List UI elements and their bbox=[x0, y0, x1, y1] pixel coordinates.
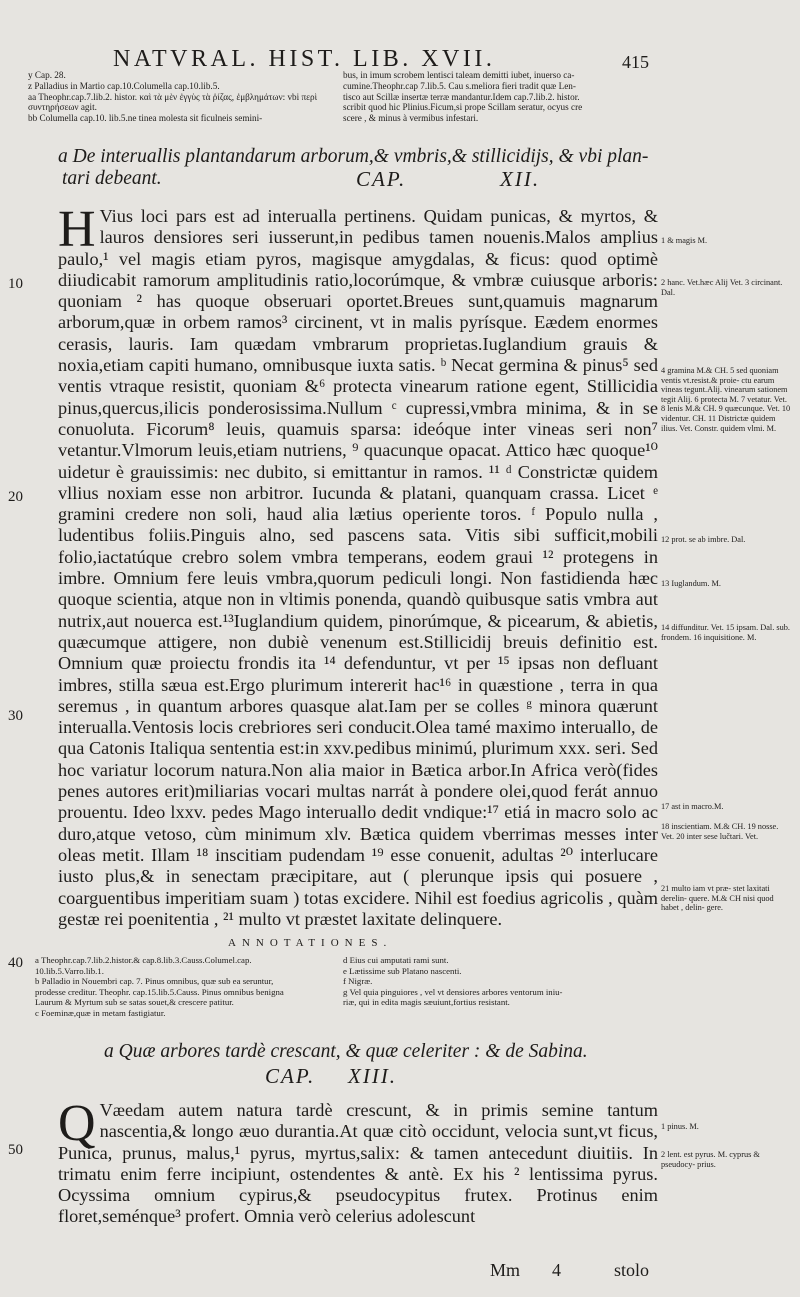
annotation-line: g Vel quia pinguiores , vel vt densiores arbores ventorum iniu- bbox=[343, 986, 563, 997]
chapter-label: CAP. bbox=[356, 167, 407, 191]
note-line: bb Columella cap.10. lib.5.ne tinea molesta sit ficulneis semini- bbox=[28, 113, 263, 124]
chapter-number: XIII. bbox=[348, 1064, 398, 1088]
note-line: scere , & minus à vermibus infestari. bbox=[343, 113, 479, 124]
margin-note: 4 gramina M.& CH. 5 sed quoniam ventis vt.resist.& proie- ctu earum vineas tegunt.Alij. vinearum sationem tegit Alij. 6 protecta M. 7 vetatur. Vet. 8 lenis M.& CH. 9 quæcunque. Vet. 10 videntur. CH. 11 Districtæ quidem ilius. Vet. Constr. quidem vlmi. M. bbox=[661, 366, 791, 433]
annotation-line: a Theophr.cap.7.lib.2.histor.& cap.8.lib.3.Causs.Columel.cap. bbox=[35, 955, 252, 965]
annotation-line: f Nigræ. bbox=[343, 976, 373, 987]
margin-note: 2 lent. est pyrus. M. cyprus & pseudocy- prius. bbox=[661, 1150, 760, 1169]
line-number: 10 bbox=[8, 276, 23, 292]
top-notes-left bbox=[28, 70, 332, 124]
paragraph: Vius loci pars est ad interualla pertinens. Quidam punicas, & myrtos, & lauros densiores seri iusserunt,in pedibus tamen nouenis.Malos amplius paulo,¹ vel magis etiam pyros, magisque amygdalas, & ficus: quod optimè diiudicabit ramorum amplitudinis ratio,locorúmque, & vmbræ cuiusque arboris: quoniam ² has quoque obseruari oportet.Breues sunt,quamuis magnarum arborum,quæ in orbem ramos³ circinent, vt in malis pyrísque. Eædem enormes cerasis, lauris. Iam quædam vmbrarum proprietas.Iuglandium grauis & noxia,etiam capiti humano, omnibusque iuxta satis. ᵇ Necat germina & pinus⁵ sed ventis vtraque resistit, quoniam &⁶ protecta vinearum ratione egent, Stillicidia pinus,quercus,ilicis ponderosissima.Nullum ᶜ cupressi,vmbra minima, & in se conuoluta. Ficorum⁸ leuis, quamuis sparsa: ideóque inter vineas seri non⁷ vetantur.Vlmorum leuis,etiam nutriens, ⁹ quacunque opacat. Attico hæc quoque¹⁰ uidetur è grauissimis: nec dubito, si emittantur in ramos. ¹¹ ᵈ Constrictæ quidem vllius noxiam esse non arbitror. Iucunda & platani, quanquam crassa. Licet ᵉ gramini credere non soli, haud alia lætius operiente toros. ᶠ Populo nulla , ludentibus foliis.Pinguis alno, sed pascens sata. Vitis sibi sufficit,mobili folio,iactatúque crebro solem vmbra temperans, eodem graui ¹² protegens in imbre. Omnium fere leuis vmbra,quorum pediculi longi. Non fastidienda hæc quoque scientia, atque non in vltimis ponenda, quandò quibusque satis vmbra aut nutrix,aut nouerca est.¹³Iuglandium quidem, pinorúmque, & picearum, & abietis, quæcumque attigere, non dubiè venenum est.Stillicidij breuis definitio est. Omnium quæ proiectu frondis ita ¹⁴ defenduntur, vt per ¹⁵ ipsas non defluant imbres, stilla sæua est.Ergo plurimum intererit hac¹⁶ in quæstione , terra in qua seremus , in quantum arbores quasque alat.Iam per se colles ᵍ minora quærunt interualla.Ventosis locis crebriores seri conducit.Olea tamé maximo interuallo, de qua Catonis Italiqua sententia est:in xxv.pedibus minimú, plurimum xxx. seri. Sed hoc variatur locorum natura.Non alia maior in Bætica arbor.In Africa verò(fides penes autores erit)miliarias vocari multas narrát à pondere olei,quod ferát annuo prouentu. Ideo lxxv. pedes Mago interuallo dedit vndique:¹⁷ etiá in macro solo ac duro,atque vetoso, cùm minimum xlv. Bætica quidem vberrimas messes inter oleas metit. Illam ¹⁸ inscitiam pudendam ¹⁹ esse conuenit, adultas ²⁰ interlucare iusto plus,& in senectam præcipitare, aut ( plerunque ipsis qui posuere , coarguentibus imperitiam suam ) totas excidere. Nihil est foedius agricolis , quàm gestæ rei poenitentia , ²¹ multo vt præstet laxitate delinquere. bbox=[58, 206, 658, 929]
annotation-line: 10.lib.5.Varro.lib.1. bbox=[35, 965, 104, 976]
margin-note: 12 prot. se ab imbre. Dal. bbox=[661, 535, 746, 544]
margin-note: 21 multo iam vt præ- stet laxitati derelin- quere. M.& CH nisi quod habet , delin- gere. bbox=[661, 884, 774, 913]
catchword: stolo bbox=[614, 1260, 650, 1280]
annotation-line: b Palladio in Nouembri cap. 7. Pinus omnibus, quæ sub ea seruntur, bbox=[35, 976, 274, 987]
annotation-line: c Foeminæ,quæ in metam fastigiatur. bbox=[35, 1007, 166, 1018]
annotation-line: riæ, qui in edita magis sæuiunt,fortius resistant. bbox=[343, 997, 510, 1008]
note-line: z Palladius in Martio cap.10.Columella cap.10.lib.5. bbox=[28, 80, 220, 91]
line-number: 40 bbox=[8, 955, 23, 971]
margin-note: 17 ast in macro.M. bbox=[661, 802, 724, 811]
margin-note: 13 Iuglandum. M. bbox=[661, 579, 721, 588]
chapter-heading: a Quæ arbores tardè crescant, & quæ celeriter : & de Sabina. bbox=[104, 1041, 588, 1062]
annotations-title: ANNOTATIONES. bbox=[228, 937, 393, 949]
chapter-text bbox=[58, 1095, 658, 1228]
margin-note: 1 & magis M. bbox=[661, 236, 708, 245]
margin-note: 1 pinus. M. bbox=[661, 1122, 699, 1131]
chapter-number: XII. bbox=[500, 167, 541, 191]
drop-cap: H bbox=[58, 201, 96, 258]
note-line: tisco aut Scillæ insertæ terræ mandantur.Idem cap.7.lib.2. histor. bbox=[343, 91, 580, 102]
heading-line: tari debeant. bbox=[62, 168, 162, 189]
line-number: 20 bbox=[8, 489, 23, 505]
paragraph: Væedam autem natura tardè crescunt, & in primis semine tantum nascentia,& longo æuo durantia.At quæ citò occidunt, velocia sunt,vt ficus, Punica, prunus, malus,¹ pyrus, myrtus,salix: & tamen antecedunt diuitiis. In trimatu enim ferre incipiunt, ostendentes & antè. Ex his ² lentissima pyrus. Ocyssima omnium cypirus,& pseudocypitus frutex. Protinus enim floret,seménque³ profert. Omnia verò celerius adolescunt bbox=[58, 1100, 658, 1227]
note-line: scribit quod hic Plinius.Ficum,si prope Scillam seratur, ocyus cre bbox=[343, 102, 583, 113]
margin-note: 2 hanc. Vet.hæc Alij Vet. 3 circinant. Dal. bbox=[661, 278, 783, 297]
page-number: 415 bbox=[622, 52, 649, 72]
annotations-right bbox=[343, 955, 643, 1008]
note-line: y Cap. 28. bbox=[28, 70, 66, 80]
signature-mark: Mm bbox=[490, 1260, 521, 1280]
line-number: 50 bbox=[8, 1142, 23, 1158]
running-title: NATVRAL. HIST. LIB. XVII. bbox=[113, 46, 496, 72]
signature-number: 4 bbox=[552, 1260, 561, 1280]
top-notes-right bbox=[343, 70, 643, 124]
annotation-line: e Lætissime sub Platano nascenti. bbox=[343, 965, 462, 976]
margin-note: 18 inscientiam. M.& CH. 19 nosse. Vet. 20 inter sese lučtari. Vet. bbox=[661, 822, 779, 841]
chapter-text bbox=[58, 201, 658, 930]
drop-cap: Q bbox=[58, 1095, 96, 1152]
note-line: cumine.Theophr.cap 7.lib.5. Cau s.meliora fieri tradit quæ Len- bbox=[343, 80, 576, 91]
line-number: 30 bbox=[8, 708, 23, 724]
annotations-left bbox=[35, 955, 335, 1019]
chapter-label: CAP. bbox=[265, 1064, 316, 1088]
annotation-line: d Eius cui amputati rami sunt. bbox=[343, 955, 449, 965]
annotation-line: prodesse creditur. Theophr. cap.15.lib.5.Causs. Pinus omnibus benigna bbox=[35, 986, 284, 997]
note-line: bus, in imum scrobem lentisci taleam demitti iubet, inuerso ca- bbox=[343, 70, 575, 80]
note-line: aa Theophr.cap.7.lib.2. histor. καὶ τὰ μὲν ἐγγὺς τὰ ῥίζας, ἐμβλημάτων: vbi περὶ συντηρήσεων agit. bbox=[28, 91, 318, 113]
annotation-line: Laurum & Myrtum sub se satas souet,& crescere patitur. bbox=[35, 997, 234, 1008]
heading-line: a De interuallis plantandarum arborum,& vmbris,& stillicidijs, & vbi plan- bbox=[58, 146, 649, 167]
margin-note: 14 diffunditur. Vet. 15 ipsam. Dal. sub. frondem. 16 inquisitione. M. bbox=[661, 623, 790, 642]
